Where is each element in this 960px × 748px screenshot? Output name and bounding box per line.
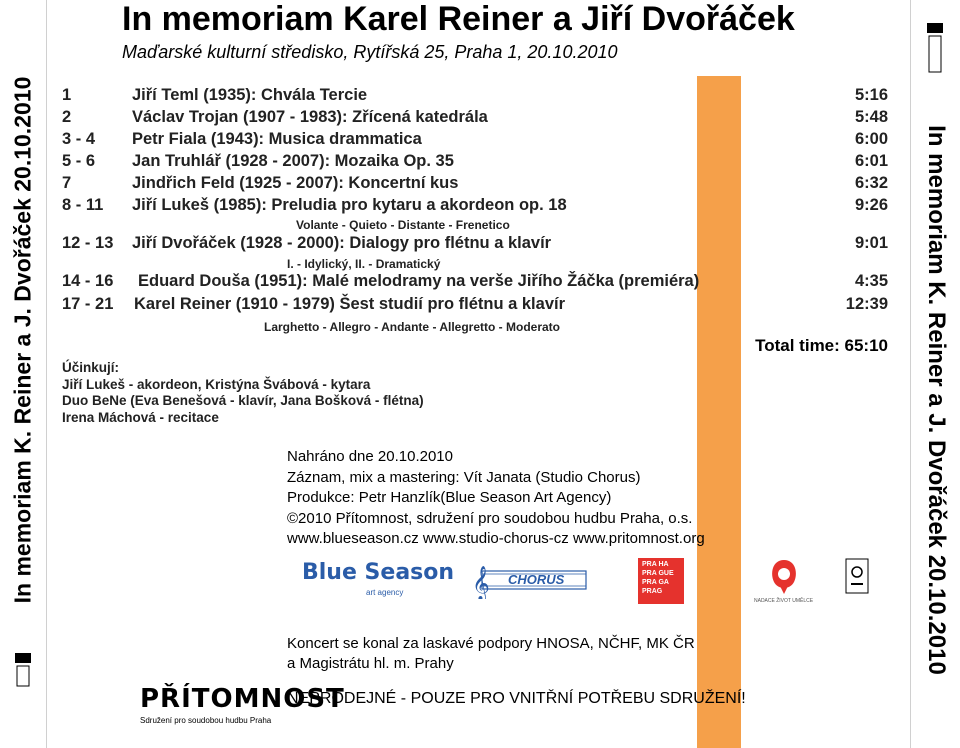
performer-line: Irena Máchová - recitace [62, 410, 219, 425]
track-number: 3 - 4 [62, 130, 96, 148]
track-time: 6:00 [854, 130, 888, 148]
right-spine-text: In memoriam K. Reiner a J. Dvořáček 20.10.2010 [923, 125, 950, 675]
track-time: 4:35 [854, 272, 888, 290]
track-description: Jindřich Feld (1925 - 2007): Koncertní kus [132, 174, 459, 192]
blue-season-logo-sub: art agency [366, 588, 404, 597]
praha-logo-word: GUE [658, 570, 674, 577]
track-number: 12 - 13 [62, 234, 114, 252]
praha-logo-word: PRA [642, 570, 657, 577]
chorus-logo-text: CHORUS [508, 572, 565, 587]
left-spine-text: In memoriam K. Reiner a J. Dvořáček 20.10.2010 [9, 76, 36, 604]
track-row [62, 152, 888, 174]
track-time: 6:01 [854, 152, 888, 170]
blue-season-logo [302, 558, 455, 604]
track-number: 1 [62, 86, 72, 104]
track-description: Jan Truhlář (1928 - 2007): Mozaika Op. 35 [132, 152, 454, 170]
track-time: 12:39 [845, 295, 888, 313]
track-row [62, 295, 888, 317]
support-line: a Magistrátu hl. m. Prahy [287, 655, 454, 672]
right-spine-logo-icon [926, 22, 944, 74]
track-time: 9:01 [854, 234, 888, 252]
track-row [62, 130, 888, 152]
track-number: 5 - 6 [62, 152, 96, 170]
performers-heading: Účinkují: [62, 360, 120, 375]
track-number: 17 - 21 [62, 295, 114, 313]
movement-list: Volante - Quieto - Distante - Frenetico [296, 218, 510, 232]
right-spine-logo [926, 22, 944, 58]
blue-season-logo-text: Blue Season [302, 560, 455, 585]
track-time: 5:48 [854, 108, 888, 126]
page-subtitle: Maďarské kulturní středisko, Rytířská 25, Praha 1, 20.10.2010 [122, 42, 618, 62]
track-time: 6:32 [854, 174, 888, 192]
track-time: 5:16 [854, 86, 888, 104]
credit-line: ©2010 Přítomnost, sdružení pro soudobou hudbu Praha, o.s. [287, 510, 693, 527]
track-row [62, 108, 888, 130]
support-line: Koncert se konal za laskavé podpory HNOSA, NČHF, MK ČR [287, 635, 695, 652]
nadace-logo-text: NADACE ŽIVOT UMĚLCE [754, 598, 814, 604]
notice-text: NEPRODEJNÉ - POUZE PRO VNITŘNÍ POTŘEBU SDRUŽENÍ! [287, 690, 746, 707]
track-number: 7 [62, 174, 72, 192]
track-row [62, 174, 888, 196]
track-row [62, 272, 888, 294]
performer-line: Duo BeNe (Eva Benešová - klavír, Jana Bošková - flétna) [62, 393, 424, 408]
track-row [62, 234, 888, 256]
praha-logo-word: PRAG [642, 588, 663, 595]
svg-text:𝄞: 𝄞 [472, 566, 490, 599]
track-description: Jiří Teml (1935): Chvála Tercie [132, 86, 368, 104]
track-number: 8 - 11 [62, 196, 104, 214]
track-description: Jiří Lukeš (1985): Preludia pro kytaru a akordeon op. 18 [132, 196, 567, 214]
nadace-logo [754, 556, 814, 610]
praha-logo [638, 558, 684, 604]
track-number: 2 [62, 108, 72, 126]
credit-line: Produkce: Petr Hanzlík(Blue Season Art Agency) [287, 489, 612, 506]
track-description: Petr Fiala (1943): Musica drammatica [132, 130, 422, 148]
nadace-emblem-icon [760, 556, 808, 596]
pritomnost-logo-sub: Sdružení pro soudobou hudbu Praha [140, 716, 272, 725]
credit-line: Nahráno dne 20.10.2010 [287, 448, 453, 465]
movement-list: I. - Idylický, II. - Dramatický [287, 257, 441, 271]
pritomnost-logo-text: PŘÍTOMNOST [140, 684, 345, 714]
track-description: Václav Trojan (1907 - 1983): Zřícená katedrála [132, 108, 488, 126]
track-time: 9:26 [854, 196, 888, 214]
performer-line: Jiří Lukeš - akordeon, Kristýna Švábová - kytara [62, 377, 371, 392]
praha-logo-word: PRA [642, 561, 657, 568]
track-description: Eduard Douša (1951): Malé melodramy na verše Jiřího Žáčka (premiéra) [138, 272, 700, 290]
credit-line: www.blueseason.cz www.studio-chorus-cz www.pritomnost.org [287, 530, 705, 547]
total-time: Total time: 65:10 [755, 336, 888, 355]
track-number: 14 - 16 [62, 272, 114, 290]
movement-list: Larghetto - Allegro - Andante - Allegretto - Moderato [264, 320, 560, 334]
left-spine-logo-icon [14, 652, 32, 688]
praha-logo-word: HA [658, 561, 669, 568]
left-spine-logo [14, 652, 32, 688]
praha-logo-word: GA [658, 579, 669, 586]
track-row [62, 196, 888, 218]
credit-line: Záznam, mix a mastering: Vít Janata (Studio Chorus) [287, 469, 641, 486]
chorus-logo [468, 563, 588, 599]
praha-logo-word: PRA [642, 579, 657, 586]
track-description: Karel Reiner (1910 - 1979) Šest studií pro flétnu a klavír [134, 295, 565, 313]
pritomnost-logo [140, 684, 345, 732]
track-row [62, 86, 888, 108]
track-description: Jiří Dvořáček (1928 - 2000): Dialogy pro flétnu a klavír [132, 234, 552, 252]
page-title: In memoriam Karel Reiner a Jiří Dvořáček [122, 0, 795, 38]
pritomnost-mini-icon [845, 558, 869, 594]
pritomnost-mini-logo [845, 558, 869, 594]
